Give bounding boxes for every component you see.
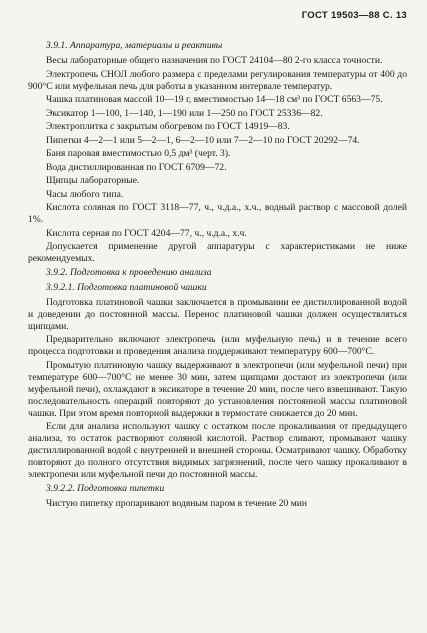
- paragraph: Баня паровая вместимостью 0,5 дм³ (черт. 3).: [46, 148, 231, 159]
- paragraph: Кислота серная по ГОСТ 4204—77, ч., ч.д.а., х.ч.: [46, 227, 247, 239]
- subsection-heading: 3.9.2.1. Подготовка платиновой чашки: [46, 281, 207, 293]
- paragraph: Если для анализа используют чашку с остатком после прокаливания от предыдущего анализа, то остаток растворяют соляной кислотой. Раствор сливают, промывают чашку дистиллированной водой с внутренней и внешней стороны. Осматривают чашку. Обработку повторяют до полного отсутствия видимых загрязнений, после чего чашку прокаливают в электропечи или муфельной печи до постоянной массы.: [28, 421, 407, 480]
- paragraph: Электроплитка с закрытым обогревом по ГОСТ 14919—83.: [46, 121, 290, 132]
- paragraph: Кислота соляная по ГОСТ 3118—77, ч., ч.д.а., х.ч., водный раствор с массовой долей 1%.: [28, 202, 407, 225]
- section-heading: 3.9.1. Аппаратура, материалы и реактивы: [46, 40, 223, 51]
- section-heading: 3.9.2. Подготовка к проведению анализа: [46, 266, 212, 278]
- paragraph: Щипцы лабораторные.: [46, 175, 140, 186]
- paragraph: Допускается применение другой аппаратуры с характеристиками не ниже рекомендуемых.: [28, 241, 407, 264]
- paragraph: Подготовка платиновой чашки заключается в промывании ее дистиллированной водой и доведении до постоянной массы. Перенос платиновой чашки должен осуществляться щипцами.: [28, 296, 407, 332]
- paragraph: Часы любого типа.: [46, 188, 124, 200]
- paragraph: Весы лабораторные общего назначения по ГОСТ 24104—80 2-го класса точности.: [46, 55, 383, 66]
- document-body: [28, 40, 407, 511]
- paragraph: Электропечь СНОЛ любого размера с пределами регулирования температуры от 400 до 900°С или муфельная печь для работы в указанном интервале температур.: [28, 68, 407, 92]
- paragraph: Вода дистиллированная по ГОСТ 6709—72.: [46, 161, 227, 173]
- paragraph: Промытую платиновую чашку выдерживают в электропечи (или муфельной печи) при температуре 600—700°С не менее 30 мин, затем щипцами достают из электропечи (или муфельной печи), охлаждают в эксикаторе в течение 20 мин, после чего взвешивают. Такую последовательность операций повторяют до установления постоянной массы платиновой чашки. При этом время повторной выдержки в термостате снижается до 20 мин.: [28, 359, 407, 419]
- page-header: ГОСТ 19503—88 С. 13: [301, 10, 407, 21]
- paragraph: Предварительно включают электропечь (или муфельную печь) и в течение всего процесса подготовки и проведения анализа поддерживают температуру 600—700°С.: [28, 334, 407, 357]
- paragraph: Чистую пипетку пропаривают водяным паром в течение 20 мин: [46, 497, 308, 509]
- paragraph: Эксикатор 1—100, 1—140, 1—190 или 1—250 по ГОСТ 25336—82.: [46, 107, 323, 119]
- paragraph: Чашка платиновая массой 10—19 г, вместимостью 14—18 см³ по ГОСТ 6563—75.: [46, 94, 383, 105]
- subsection-heading: 3.9.2.2. Подготовка пипетки: [46, 482, 165, 494]
- paragraph: Пипетки 4—2—1 или 5—2—1, 6—2—10 или 7—2—10 по ГОСТ 20292—74.: [46, 134, 360, 146]
